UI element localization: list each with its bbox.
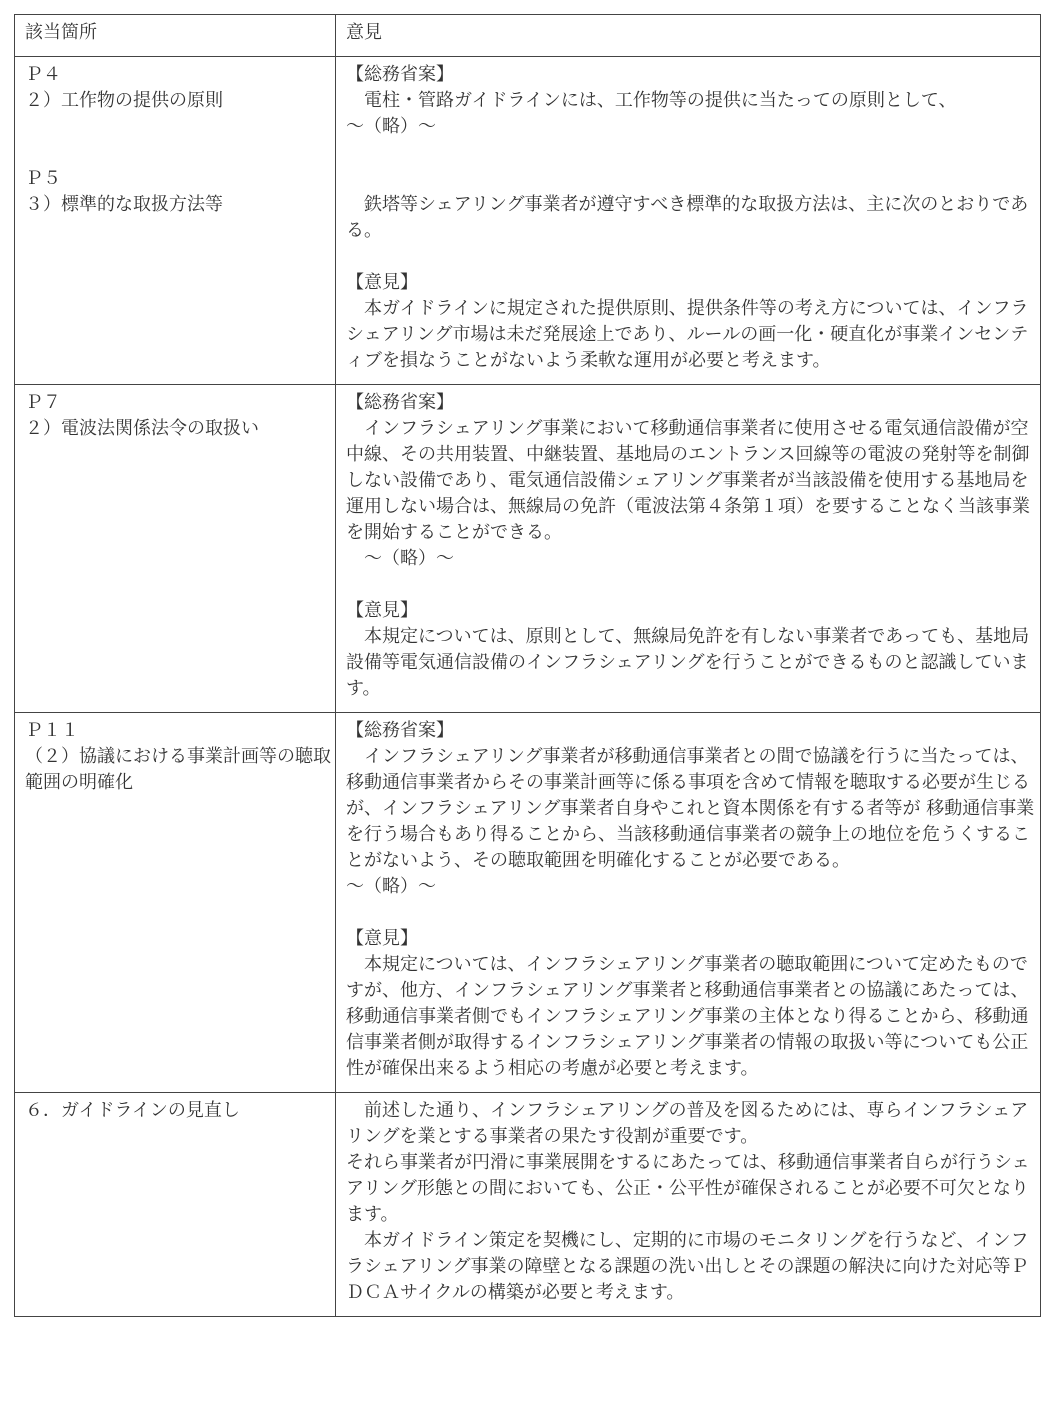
opinion-cell — [336, 1093, 1041, 1317]
opinion-cell — [336, 385, 1041, 713]
location-cell — [15, 713, 336, 1093]
table-row — [15, 1093, 1041, 1317]
location-line: ６．ガイドラインの見直し — [25, 1100, 240, 1121]
opinion-paragraph: ～（略）～ — [346, 876, 436, 897]
header-location: 該当箇所 — [15, 15, 336, 57]
section-heading: 【総務省案】 — [346, 64, 454, 85]
location-line: ３）標準的な取扱方法等 — [25, 194, 223, 215]
table-body — [15, 57, 1041, 1317]
location-line: Ｐ４ — [25, 64, 61, 85]
spacer — [346, 166, 1040, 192]
location-line: ２）電波法関係法令の取扱い — [25, 418, 259, 439]
opinion-paragraph: ～（略）～ — [346, 116, 436, 137]
opinion-paragraph: 本規定については、インフラシェアリング事業者の聴取範囲について定めたものですが、他方、インフラシェアリング事業者と移動通信事業者との協議にあたっては、移動通信事業者側でもインフラシェアリング事業の主体となり得ることから、移動通信事業者側が取得するインフラシェアリング事業者の情報の取扱い等についても公正性が確保出来るよう相応の考慮が必要と考えます。 — [346, 954, 1029, 1079]
header-row — [15, 15, 1041, 57]
opinion-cell — [336, 57, 1041, 385]
opinion-paragraph: インフラシェアリング事業者が移動通信事業者との間で協議を行うに当たっては、移動通信事業者からその事業計画等に係る事項を含めて情報を聴取する必要が生じるが、インフラシェアリング事業者自身やこれと資本関係を有する者等が 移動通信事業を行う場合もあり得ることから、当該移動通信事業者の競争上の地位を危うくすることがないよう、その聴取範囲を明確化することが必要である。 — [346, 746, 1035, 871]
section-heading: 【総務省案】 — [346, 392, 454, 413]
opinion-paragraph: 本ガイドラインに規定された提供原則、提供条件等の考え方については、インフラシェアリング市場は未だ発展途上であり、ルールの画一化・硬直化が事業インセンティブを損なうことがないよう柔軟な運用が必要と考えます。 — [346, 298, 1029, 371]
opinion-paragraph: それら事業者が円滑に事業展開をするにあたっては、移動通信事業者自らが行うシェアリング形態との間においても、公正・公平性が確保されることが必要不可欠となります。 — [346, 1152, 1030, 1225]
location-line: ２）工作物の提供の原則 — [25, 90, 223, 111]
opinion-paragraph: 本規定については、原則として、無線局免許を有しない事業者であっても、基地局設備等電気通信設備のインフラシェアリングを行うことができるものと認識しています。 — [346, 626, 1030, 699]
spacer — [25, 114, 335, 140]
opinion-paragraph: 鉄塔等シェアリング事業者が遵守すべき標準的な取扱方法は、主に次のとおりである。 — [346, 194, 1029, 241]
header-opinion: 意見 — [336, 15, 1041, 57]
location-cell — [15, 1093, 336, 1317]
opinion-paragraph: 本ガイドライン策定を契機にし、定期的に市場のモニタリングを行うなど、インフラシェアリング事業の障壁となる課題の洗い出しとその課題の解決に向けた対応等ＰＤＣＡサイクルの構築が必要と考えます。 — [346, 1230, 1029, 1303]
location-line: Ｐ１１ — [25, 720, 79, 741]
opinion-table — [14, 14, 1041, 1317]
location-line: （２）協議における事業計画等の聴取範囲の明確化 — [25, 746, 331, 793]
section-heading: 【意見】 — [346, 600, 418, 621]
spacer — [346, 140, 1040, 166]
section-heading: 【総務省案】 — [346, 720, 454, 741]
opinion-paragraph: インフラシェアリング事業において移動通信事業者に使用させる電気通信設備が空中線、その共用装置、中継装置、基地局のエントランス回線等の電波の発射等を制御しない設備であり、電気通信設備シェアリング事業者が当該設備を使用する基地局を運用しない場合は、無線局の免許（電波法第４条第１項）を要することなく当該事業を開始することができる。 — [346, 418, 1030, 543]
section-heading: 【意見】 — [346, 272, 418, 293]
location-cell — [15, 57, 336, 385]
location-line: Ｐ７ — [25, 392, 61, 413]
opinion-paragraph: 電柱・管路ガイドラインには、工作物等の提供に当たっての原則として、 — [346, 90, 957, 111]
spacer — [25, 140, 335, 166]
spacer — [346, 244, 1040, 270]
opinion-paragraph: 前述した通り、インフラシェアリングの普及を図るためには、専らインフラシェアリングを業とする事業者の果たす役割が重要です。 — [346, 1100, 1029, 1147]
spacer — [346, 900, 1040, 926]
section-heading: 【意見】 — [346, 928, 418, 949]
table-row — [15, 385, 1041, 713]
spacer — [346, 572, 1040, 598]
location-line: Ｐ５ — [25, 168, 61, 189]
table-row — [15, 57, 1041, 385]
opinion-paragraph: ～（略）～ — [346, 548, 454, 569]
location-cell — [15, 385, 336, 713]
table-row — [15, 713, 1041, 1093]
opinion-cell — [336, 713, 1041, 1093]
